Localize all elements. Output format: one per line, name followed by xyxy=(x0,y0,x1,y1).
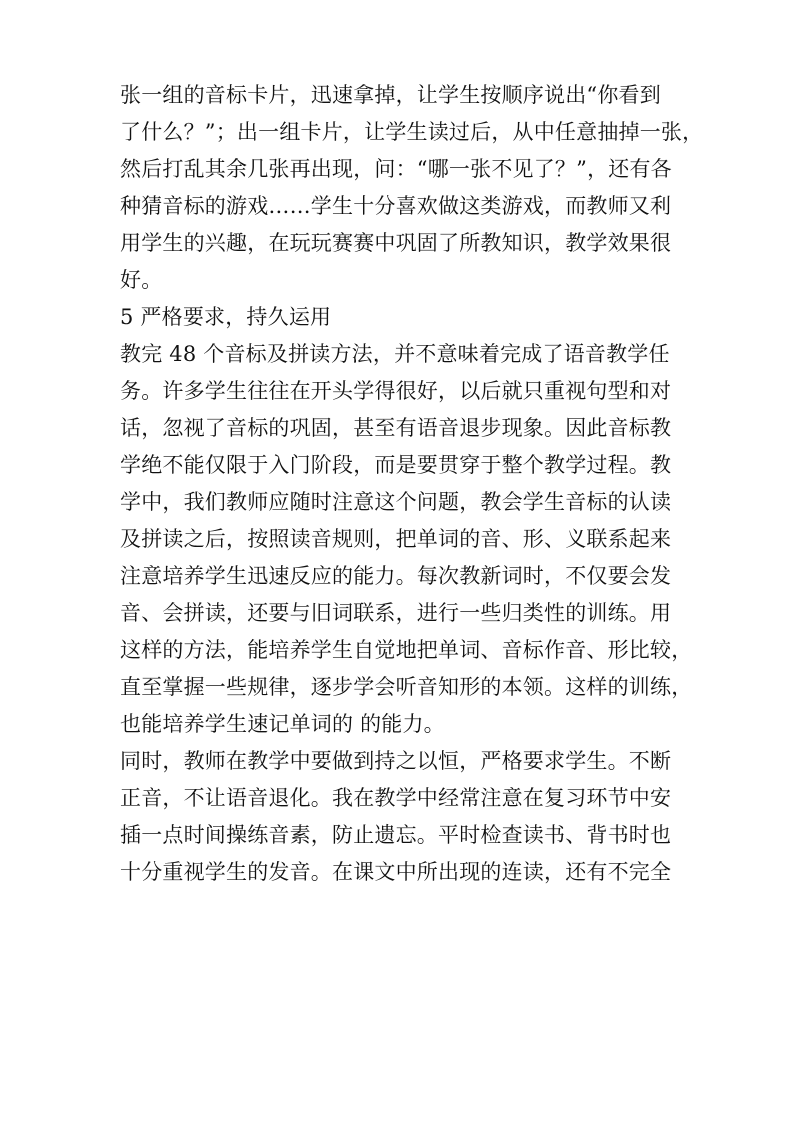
text-line: 话，忽视了音标的巩固，甚至有语音退步现象。因此音标教 xyxy=(120,416,672,440)
text-line: 好。 xyxy=(120,268,163,292)
text-line: 了什么？”；出一组卡片，让学生读过后，从中任意抽掉一张， xyxy=(120,120,704,144)
text-line: 种猜音标的游戏……学生十分喜欢做这类游戏，而教师又利 xyxy=(120,194,672,218)
text-line: 插一点时间操练音素，防止遗忘。平时检查读书、背书时也 xyxy=(120,823,672,847)
text-line: 音、会拼读，还要与旧词联系，进行一些归类性的训练。用 xyxy=(120,601,672,625)
text-line: 务。许多学生往往在开头学得很好，以后就只重视句型和对 xyxy=(120,379,672,403)
text-line: 张一组的音标卡片，迅速拿掉，让学生按顺序说出“你看到 xyxy=(120,83,661,107)
section-heading: 5 严格要求，持久运用 xyxy=(120,305,332,329)
text-line: 学中，我们教师应随时注意这个问题，教会学生音标的认读 xyxy=(120,490,672,514)
text-line: 直至掌握一些规律，逐步学会听音知形的本领。这样的训练， xyxy=(120,675,693,699)
text-line: 及拼读之后，按照读音规则，把单词的音、形、义联系起来 xyxy=(120,527,672,551)
text-line: 学绝不能仅限于入门阶段，而是要贯穿于整个教学过程。教 xyxy=(120,453,672,477)
text-line: 用学生的兴趣，在玩玩赛赛中巩固了所教知识，教学效果很 xyxy=(120,231,672,255)
text-line: 同时，教师在教学中要做到持之以恒，严格要求学生。不断 xyxy=(120,749,672,773)
text-line: 然后打乱其余几张再出现，问：“哪一张不见了？”，还有各 xyxy=(120,157,672,181)
text-line: 注意培养学生迅速反应的能力。每次教新词时，不仅要会发 xyxy=(120,564,672,588)
text-line: 这样的方法，能培养学生自觉地把单词、音标作音、形比较， xyxy=(120,638,693,662)
text-line: 正音，不让语音退化。我在教学中经常注意在复习环节中安 xyxy=(120,786,672,810)
text-line: 十分重视学生的发音。在课文中所出现的连读，还有不完全 xyxy=(120,860,672,884)
text-line: 教完 48 个音标及拼读方法，并不意味着完成了语音教学任 xyxy=(120,342,670,366)
text-line: 也能培养学生速记单词的 的能力。 xyxy=(120,712,445,736)
